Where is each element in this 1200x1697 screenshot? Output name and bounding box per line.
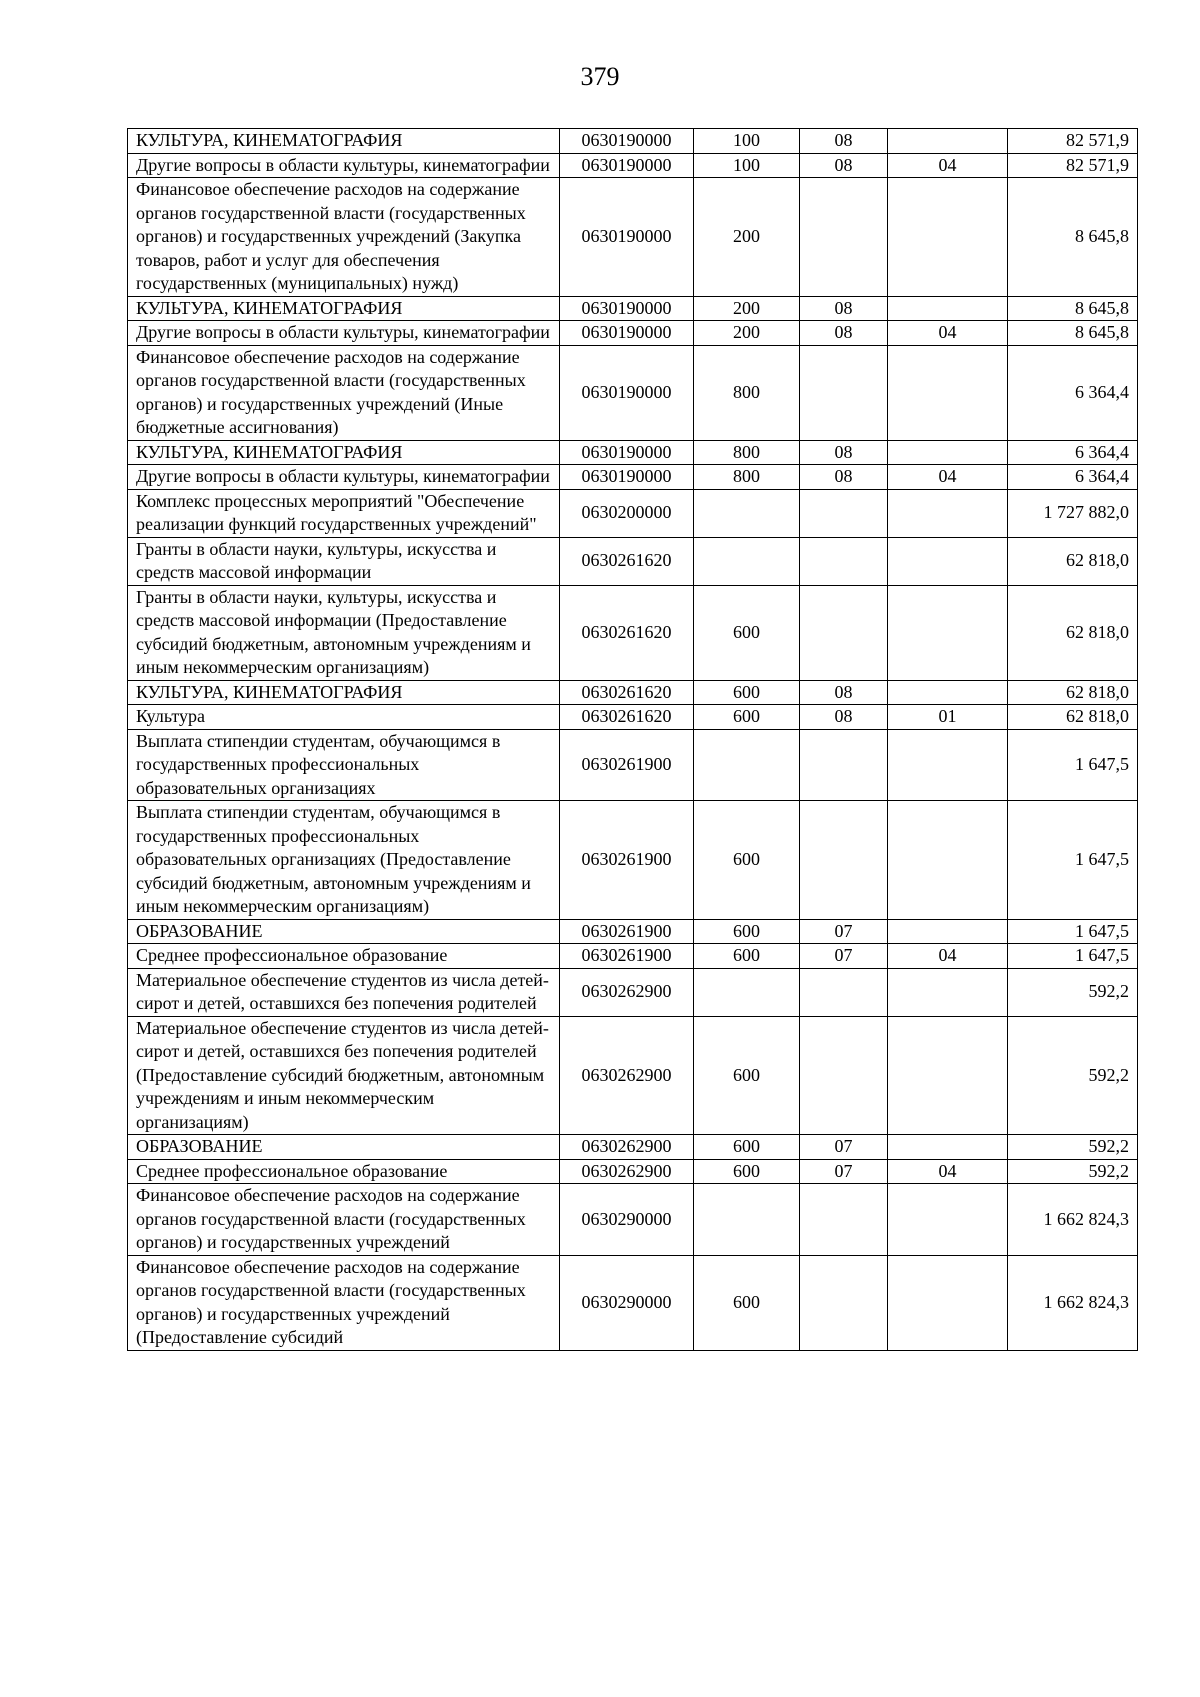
cell-subsection: 04 [888,321,1008,346]
table-row [128,129,1138,154]
cell-section [800,729,888,801]
cell-section [800,801,888,920]
cell-target-code: 0630261900 [560,944,694,969]
cell-section [800,585,888,680]
cell-expense-type [694,537,800,585]
cell-subsection [888,801,1008,920]
cell-target-code: 0630262900 [560,1135,694,1160]
cell-target-code: 0630261620 [560,705,694,730]
cell-target-code: 0630261900 [560,801,694,920]
cell-expense-type: 800 [694,440,800,465]
cell-amount: 1 662 824,3 [1008,1184,1138,1256]
cell-subsection: 04 [888,153,1008,178]
cell-amount: 6 364,4 [1008,440,1138,465]
cell-amount: 592,2 [1008,1016,1138,1135]
cell-target-code: 0630261620 [560,537,694,585]
cell-amount: 592,2 [1008,1135,1138,1160]
cell-amount: 8 645,8 [1008,296,1138,321]
table-row [128,321,1138,346]
cell-target-code: 0630190000 [560,296,694,321]
cell-subsection [888,968,1008,1016]
cell-section [800,489,888,537]
table-row [128,1184,1138,1256]
table-row [128,944,1138,969]
cell-section [800,1184,888,1256]
cell-expense-type [694,489,800,537]
cell-name: ОБРАЗОВАНИЕ [128,1135,560,1160]
cell-section: 07 [800,919,888,944]
table-body [128,129,1138,1351]
cell-section [800,968,888,1016]
cell-expense-type: 800 [694,465,800,490]
cell-amount: 1 647,5 [1008,919,1138,944]
cell-name: Среднее профессиональное образование [128,944,560,969]
cell-amount: 62 818,0 [1008,680,1138,705]
cell-expense-type: 600 [694,705,800,730]
cell-section [800,345,888,440]
cell-section: 08 [800,296,888,321]
cell-section: 08 [800,680,888,705]
cell-expense-type: 600 [694,1255,800,1350]
cell-expense-type: 100 [694,153,800,178]
table-row [128,440,1138,465]
table-row [128,968,1138,1016]
cell-amount: 62 818,0 [1008,537,1138,585]
cell-expense-type: 200 [694,296,800,321]
cell-section: 08 [800,465,888,490]
cell-name: Другие вопросы в области культуры, кинематографии [128,153,560,178]
table-row [128,1016,1138,1135]
cell-amount: 62 818,0 [1008,705,1138,730]
cell-section: 08 [800,129,888,154]
cell-target-code: 0630190000 [560,465,694,490]
cell-expense-type: 600 [694,919,800,944]
cell-subsection [888,1255,1008,1350]
cell-expense-type: 200 [694,178,800,297]
cell-amount: 82 571,9 [1008,129,1138,154]
cell-amount: 1 647,5 [1008,801,1138,920]
cell-section [800,537,888,585]
table-row [128,801,1138,920]
cell-amount: 82 571,9 [1008,153,1138,178]
table-row [128,729,1138,801]
cell-subsection [888,489,1008,537]
cell-name: Комплекс процессных мероприятий "Обеспечение реализации функций государственных учреждений" [128,489,560,537]
cell-target-code: 0630262900 [560,1159,694,1184]
cell-subsection: 04 [888,1159,1008,1184]
table-row [128,345,1138,440]
cell-amount: 592,2 [1008,1159,1138,1184]
table-row [128,537,1138,585]
cell-name: ОБРАЗОВАНИЕ [128,919,560,944]
cell-subsection [888,585,1008,680]
cell-subsection [888,296,1008,321]
cell-subsection [888,1016,1008,1135]
cell-section: 08 [800,440,888,465]
budget-table [127,128,1138,1351]
cell-target-code: 0630200000 [560,489,694,537]
cell-name: КУЛЬТУРА, КИНЕМАТОГРАФИЯ [128,129,560,154]
cell-name: Финансовое обеспечение расходов на содержание органов государственной власти (государственных органов) и государственных учреждений (Закупка товаров, работ и услуг для обеспечения государственных (муниципальных) нужд) [128,178,560,297]
cell-target-code: 0630261620 [560,680,694,705]
cell-name: КУЛЬТУРА, КИНЕМАТОГРАФИЯ [128,680,560,705]
table-row [128,919,1138,944]
cell-subsection [888,537,1008,585]
cell-name: Гранты в области науки, культуры, искусства и средств массовой информации [128,537,560,585]
cell-target-code: 0630261900 [560,729,694,801]
cell-name: Среднее профессиональное образование [128,1159,560,1184]
cell-name: Другие вопросы в области культуры, кинематографии [128,321,560,346]
cell-section: 07 [800,944,888,969]
cell-name: Культура [128,705,560,730]
cell-amount: 1 727 882,0 [1008,489,1138,537]
page-number: 379 [580,62,620,91]
cell-expense-type [694,729,800,801]
cell-amount: 6 364,4 [1008,465,1138,490]
cell-subsection: 04 [888,944,1008,969]
cell-expense-type [694,1184,800,1256]
cell-expense-type: 600 [694,944,800,969]
cell-name: Материальное обеспечение студентов из числа детей-сирот и детей, оставшихся без попечения родителей (Предоставление субсидий бюджетным, автономным учреждениям и иным некоммерческим организациям) [128,1016,560,1135]
cell-target-code: 0630262900 [560,968,694,1016]
table-row [128,705,1138,730]
cell-target-code: 0630290000 [560,1255,694,1350]
cell-target-code: 0630290000 [560,1184,694,1256]
cell-subsection [888,680,1008,705]
cell-section [800,178,888,297]
cell-target-code: 0630261900 [560,919,694,944]
cell-name: Финансовое обеспечение расходов на содержание органов государственной власти (государственных органов) и государственных учреждений (Предоставление субсидий [128,1255,560,1350]
cell-amount: 62 818,0 [1008,585,1138,680]
cell-section: 08 [800,321,888,346]
cell-target-code: 0630190000 [560,321,694,346]
cell-name: КУЛЬТУРА, КИНЕМАТОГРАФИЯ [128,296,560,321]
cell-target-code: 0630261620 [560,585,694,680]
table-row [128,1255,1138,1350]
cell-target-code: 0630190000 [560,178,694,297]
cell-amount: 8 645,8 [1008,178,1138,297]
cell-name: КУЛЬТУРА, КИНЕМАТОГРАФИЯ [128,440,560,465]
cell-subsection: 04 [888,465,1008,490]
table-row [128,1159,1138,1184]
cell-section [800,1016,888,1135]
table-row [128,489,1138,537]
cell-subsection [888,178,1008,297]
cell-target-code: 0630262900 [560,1016,694,1135]
cell-subsection [888,919,1008,944]
cell-section: 07 [800,1135,888,1160]
cell-section: 08 [800,705,888,730]
cell-amount: 8 645,8 [1008,321,1138,346]
cell-name: Материальное обеспечение студентов из числа детей-сирот и детей, оставшихся без попечения родителей [128,968,560,1016]
cell-expense-type: 800 [694,345,800,440]
cell-expense-type: 600 [694,801,800,920]
cell-amount: 592,2 [1008,968,1138,1016]
table-row [128,178,1138,297]
table-row [128,465,1138,490]
cell-section: 08 [800,153,888,178]
cell-subsection [888,729,1008,801]
cell-name: Финансовое обеспечение расходов на содержание органов государственной власти (государственных органов) и государственных учреждений (Иные бюджетные ассигнования) [128,345,560,440]
cell-section [800,1255,888,1350]
cell-name: Финансовое обеспечение расходов на содержание органов государственной власти (государственных органов) и государственных учреждений [128,1184,560,1256]
cell-amount: 1 647,5 [1008,729,1138,801]
cell-expense-type: 600 [694,1016,800,1135]
cell-name: Гранты в области науки, культуры, искусства и средств массовой информации (Предоставление субсидий бюджетным, автономным учреждениям и иным некоммерческим организациям) [128,585,560,680]
table-row [128,1135,1138,1160]
cell-section: 07 [800,1159,888,1184]
cell-target-code: 0630190000 [560,440,694,465]
table-row [128,153,1138,178]
cell-amount: 1 647,5 [1008,944,1138,969]
table-row [128,585,1138,680]
cell-name: Другие вопросы в области культуры, кинематографии [128,465,560,490]
cell-expense-type: 600 [694,1159,800,1184]
cell-target-code: 0630190000 [560,153,694,178]
cell-name: Выплата стипендии студентам, обучающимся в государственных профессиональных образовательных организациях [128,729,560,801]
cell-expense-type: 200 [694,321,800,346]
cell-subsection [888,345,1008,440]
table-row [128,296,1138,321]
cell-expense-type: 600 [694,585,800,680]
cell-expense-type [694,968,800,1016]
table-row [128,680,1138,705]
cell-target-code: 0630190000 [560,129,694,154]
cell-subsection [888,1135,1008,1160]
cell-subsection [888,440,1008,465]
cell-target-code: 0630190000 [560,345,694,440]
cell-subsection [888,129,1008,154]
cell-amount: 1 662 824,3 [1008,1255,1138,1350]
cell-name: Выплата стипендии студентам, обучающимся в государственных профессиональных образовательных организациях (Предоставление субсидий бюджетным, автономным учреждениям и иным некоммерческим организациям) [128,801,560,920]
cell-expense-type: 100 [694,129,800,154]
cell-subsection [888,1184,1008,1256]
cell-expense-type: 600 [694,1135,800,1160]
cell-expense-type: 600 [694,680,800,705]
cell-subsection: 01 [888,705,1008,730]
cell-amount: 6 364,4 [1008,345,1138,440]
